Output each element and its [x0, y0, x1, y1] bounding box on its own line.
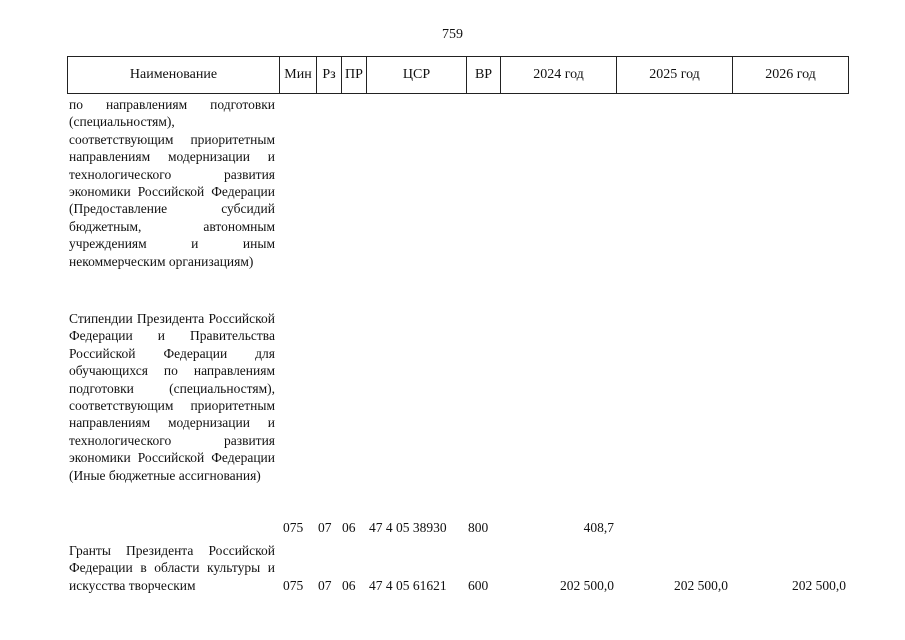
- table-row-2-min: 075: [283, 578, 304, 593]
- table-row-1-name: Стипендии Президента Российской Федерации и Правительства Российской Федерации для обучающихся по направлениям подготовки (специальностям), соответствующим приоритетным направлениям модернизации и технологического развития экономики Российской Федерации (Иные бюджетные ассигнования): [69, 311, 275, 483]
- table-row-0-name: по направлениям подготовки (специальностям), соответствующим приоритетным направлениям модернизации и технологического развития экономики Российской Федерации (Предоставление субсидий бюджетным, автономным учреждениям и иным некоммерческим организациям): [69, 97, 275, 269]
- table-row-2-2024: 202 500,0: [560, 578, 614, 593]
- table-row-1-csr: 47 4 05 38930: [369, 520, 447, 535]
- table-row-2-pr: 06: [342, 578, 356, 593]
- header-pr: ПР: [342, 57, 367, 93]
- header-2026: 2026 год: [765, 67, 816, 82]
- header-vr: ВР: [467, 57, 501, 93]
- table-row-2-vr: 600: [468, 578, 489, 593]
- table-row-2-rz: 07: [318, 578, 332, 593]
- table-row-2-2025: 202 500,0: [674, 578, 728, 593]
- table-row-2-2026: 202 500,0: [792, 578, 846, 593]
- table-row-2-name: Гранты Президента Российской Федерации в области культуры и искусства творческим: [69, 543, 275, 593]
- header-csr: ЦСР: [367, 57, 467, 93]
- header-min: Мин: [280, 57, 317, 93]
- table-row-1-rz: 07: [318, 520, 332, 535]
- table-row-1-vr: 800: [468, 520, 489, 535]
- table-row-2-csr: 47 4 05 61621: [369, 578, 447, 593]
- header-name: Наименование: [68, 57, 280, 93]
- header-rz: Рз: [317, 57, 342, 93]
- page-number: 759: [442, 27, 463, 42]
- table-row-1-pr: 06: [342, 520, 356, 535]
- header-2025: 2025 год: [617, 57, 733, 93]
- table-row-1-2024: 408,7: [583, 520, 614, 535]
- table-row-1-min: 075: [283, 520, 304, 535]
- header-2024: 2024 год: [501, 57, 617, 93]
- table-header: [67, 56, 849, 94]
